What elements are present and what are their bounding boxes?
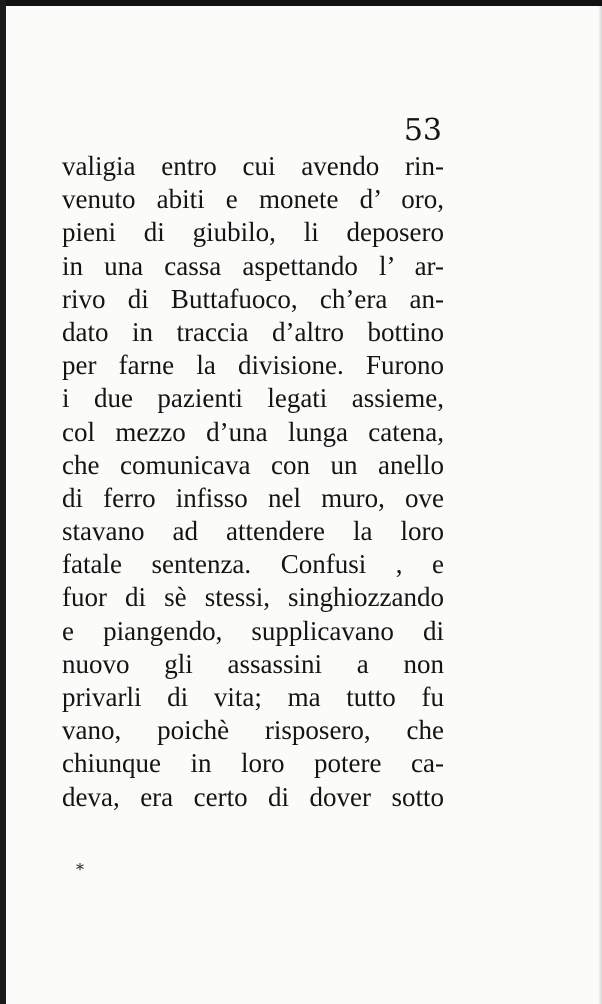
text-line: deva, era certo di dover sotto	[62, 781, 444, 812]
text-line: stavano ad attendere la loro	[62, 516, 444, 547]
text-line: venuto abiti e monete d’ oro,	[62, 184, 444, 215]
text-line: in una cassa aspettando l’ ar-	[62, 250, 444, 281]
page-number: 53	[403, 113, 442, 148]
text-line: col mezzo d’una lunga catena,	[62, 416, 444, 447]
text-line: dato in traccia d’altro bottino	[62, 316, 444, 347]
text-line: rivo di Buttafuoco, ch’era an-	[62, 283, 444, 314]
text-line: chiunque in loro potere ca-	[62, 748, 444, 779]
text-line: che comunicava con un anello	[62, 449, 444, 480]
right-edge-shadow	[598, 0, 602, 1004]
text-line: per farne la divisione. Furono	[62, 350, 444, 381]
left-edge-border	[0, 0, 6, 1004]
text-line: e piangendo, supplicavano di	[62, 615, 444, 646]
signature-mark: *	[76, 860, 84, 879]
text-line: pieni di giubilo, li deposero	[62, 217, 444, 248]
text-line: privarli di vita; ma tutto fu	[62, 682, 444, 712]
text-line: vano, poichè risposero, che	[62, 715, 444, 746]
text-line: fuor di sè stessi, singhiozzando	[62, 582, 444, 613]
text-line: di ferro infisso nel muro, ove	[62, 482, 444, 513]
top-edge-border	[0, 0, 602, 6]
text-line: valigia entro cui avendo rin-	[62, 151, 444, 181]
text-line: i due pazienti legati assieme,	[62, 383, 444, 414]
text-line: fatale sentenza. Confusi , e	[62, 549, 444, 580]
text-line: nuovo gli assassini a non	[62, 648, 444, 679]
body-text	[62, 150, 444, 814]
